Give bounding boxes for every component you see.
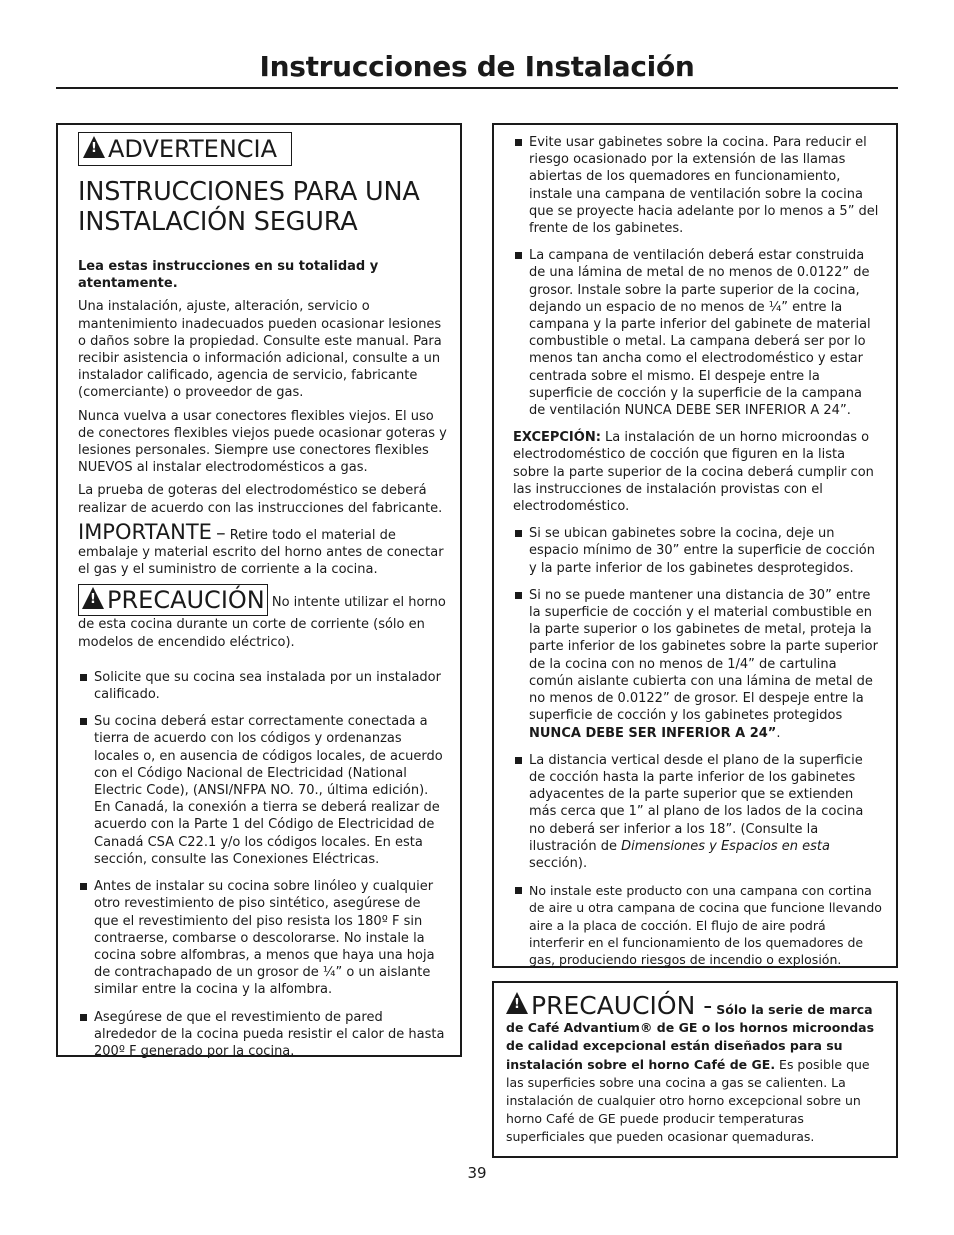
caution-text: No intente utilizar el horno de esta cocina durante un corte de corriente (sólo en modelos de encendido eléctrico). (78, 595, 446, 650)
paragraph-flexible-connectors: Nunca vuelva a usar conectores flexibles viejos. El uso de conectores flexibles viejos puede ocasionar goteras y lesiones personales. Siempre use conectores flexibles NUEVOS al instalar electrodomésticos a gas. (78, 408, 447, 476)
list-item: La campana de ventilación deberá estar construida de una lámina de metal de no menos de 0.0122” de grosor. Instale sobre la parte superior de la cocina, dejando un espacio de no menos de ¼” entre la campana y la parte inferior del gabinete de material combustible o metal. La campana deberá ser por lo menos tan ancha como el electrodoméstico y estar centrada sobre el mismo. El despeje entre la superficie de cocción y la superficie de la campana de ventilación NUNCA DEBE SER INFERIOR A 24”. (513, 247, 882, 419)
cafe-caution-text: Es posible que las superficies sobre una cocina a gas se calienten. La instalación de cualquier otro horno excepcional sobre un horno Café de GE puede producir temperaturas superficiales que pueden ocasionar quemaduras. (506, 1056, 870, 1145)
caution-power-outage-paragraph (78, 584, 447, 650)
safety-section-title: INSTRUCCIONES PARA UNA INSTALACIÓN SEGURA (78, 177, 420, 237)
left-bullet-list (78, 669, 447, 1060)
list-item: Evite usar gabinetes sobre la cocina. Para reducir el riesgo ocasionado por la extensión de las llamas abiertas de los quemadores en funcionamiento, instale una campana de ventilación sobre la cocina que se proyecte hacia adelante por lo menos a 5” del frente de los gabinetes. (513, 134, 882, 237)
cafe-caution-paragraph (506, 992, 882, 1147)
list-item-text: Si no se puede mantener una distancia de 30” entre la superficie de cocción y el material combustible en la parte superior o los gabinetes de metal, proteja la parte inferior de los gabinetes sobre la parte superior de la cocina con no menos de 1/4” de cartulina común aislante cubierta con una lámina de metal de no menos de 0.0122” de grosor. El despeje entre la superficie de cocción y los gabinetes protegidos (529, 587, 878, 724)
cafe-caution-bold-text: Sólo la serie de marca de Café Advantium® de GE o los hornos microondas de calidad excepcional están diseñados para su instalación sobre el horno Café de GE. (506, 1002, 875, 1072)
list-item (513, 587, 882, 742)
list-item: Si se ubican gabinetes sobre la cocina, deje un espacio mínimo de 30” entre la superficie de cocción y la parte inferior de los gabinetes desprotegidos. (513, 525, 882, 577)
cabinet-clearance-box (492, 123, 898, 968)
list-item-end: sección). (529, 855, 588, 871)
cafe-caution-box (492, 981, 898, 1158)
list-item-italic-text: Dimensiones y Espacios en esta (621, 838, 830, 854)
cafe-caution-heading (506, 991, 712, 1020)
paragraph-improper-installation: Una instalación, ajuste, alteración, servicio o mantenimiento inadecuados pueden ocasionar lesiones o daños sobre la propiedad. Consulte este manual. Para recibir asistencia o información adicional, consulte a un instalador calificado, agencia de servicio, fabricante (comerciante) o proveedor de gas. (78, 299, 442, 401)
caution-triangle-icon: ! (506, 992, 528, 1014)
right-bullet-list-bottom (513, 525, 882, 968)
warning-label: ADVERTENCIA (108, 135, 278, 163)
importante-dash: – (216, 521, 226, 544)
caution-label: PRECAUCIÓN (107, 586, 265, 615)
intro-bold-text: Lea estas instrucciones en su totalidad y atentamente. (78, 259, 379, 292)
list-item (513, 752, 882, 872)
page-title: Instrucciones de Instalación (259, 50, 695, 83)
importante-text: Retire todo el material de embalaje y material escrito del horno antes de conectar el gas y el suministro de corriente a la cocina. (78, 527, 444, 578)
importante-paragraph (78, 519, 447, 579)
warning-triangle-icon: ! (83, 136, 105, 158)
list-item: Asegúrese de que el revestimiento de pared alrededor de la cocina pueda resistir el calor de hasta 200º F generado por la cocina. (78, 1009, 447, 1061)
paragraph-leak-test: La prueba de goteras del electrodoméstico se deberá realizar de acuerdo con las instrucciones del fabricante. (78, 483, 443, 516)
list-item: Solicite que su cocina sea instalada por un instalador calificado. (78, 669, 447, 703)
cafe-caution-dash: - (703, 991, 713, 1020)
list-item: Su cocina deberá estar correctamente conectada a tierra de acuerdo con los códigos y ordenanzas locales o, en ausencia de códigos locales, de acuerdo con el Código Nacional de Electricidad (National Electric Code), (ANSI/NFPA NO. 70., última edición). En Canadá, la conexión a tierra se deberá realizar de acuerdo con la Parte 1 del Código de Electricidad de Canadá CSA C22.1 y/o los códigos locales. En esta sección, consulte las Conexiones Eléctricas. (78, 713, 447, 868)
title-rule (56, 87, 898, 89)
importante-label: IMPORTANTE (78, 519, 212, 544)
list-item-text: La distancia vertical desde el plano de la superficie de cocción hasta la parte inferior de los gabinetes adyacentes de la parte superior que se extienden más cerca que 1” al plano de los lados de la cocina no deberá ser inferior a los 18”. (Consulte la ilustración de (529, 752, 864, 854)
right-bullet-list-top (513, 134, 882, 419)
list-item: Antes de instalar su cocina sobre linóleo y cualquier otro revestimiento de piso sintético, asegúrese de que el revestimiento del piso resista los 180º F sin contraerse, combarse o descolorarse. No instale la cocina sobre alfombras, a menos que haya una hoja de contrachapado de un grosor de ¼” o un aislante similar entre la cocina y la alfombra. (78, 878, 447, 998)
list-item-end: . (776, 725, 781, 741)
warning-label-box (78, 132, 292, 166)
list-item: No instale este producto con una campana con cortina de aire u otra campana de cocina que funcione llevando aire a la placa de cocción. El flujo de aire podrá interferir en el funcionamiento de los quemadores de gas, produciendo riesgos de incendio o explosión. (513, 882, 882, 968)
exception-paragraph (513, 429, 882, 515)
safety-instructions-box (56, 123, 462, 1057)
page-number: 39 (467, 1164, 487, 1182)
exception-text: La instalación de un horno microondas o electrodoméstico de cocción que figuren en la lista sobre la parte superior de la cocina deberá cumplir con las instrucciones de instalación provistas con el electrodoméstico. (513, 430, 874, 515)
caution-label-box (78, 584, 268, 616)
cafe-caution-label: PRECAUCIÓN (531, 991, 696, 1020)
exception-label: EXCEPCIÓN: (513, 430, 601, 446)
list-item-bold-text: NUNCA DEBE SER INFERIOR A 24” (529, 725, 777, 741)
caution-triangle-icon: ! (82, 587, 104, 609)
